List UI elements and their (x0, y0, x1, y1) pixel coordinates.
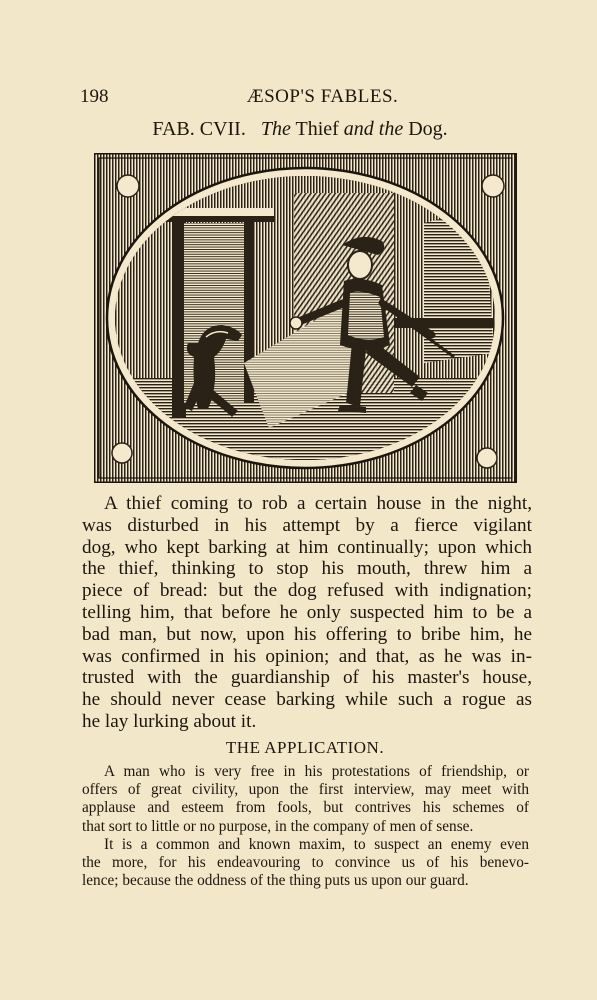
fable-text-line: A thief coming to rob a certain house in the night, (104, 493, 532, 514)
application-text-line: It is a common and known maxim, to suspect an enemy even (104, 835, 529, 853)
fable-text-line: bad man, but now, upon his offering to bribe him, he (82, 623, 532, 645)
fable-number: FAB. CVII. (152, 118, 246, 140)
fable-text-line: telling him, that before he only suspected him to be a (82, 601, 532, 623)
fable-title-word-dog: Dog. (408, 118, 448, 140)
application-text (82, 763, 529, 890)
fable-text-line: dog, who kept barking at him continually; upon which (82, 536, 532, 558)
fable-text-line: trusted with the guardianship of his master's house, (82, 667, 532, 689)
fable-title-word-thief: Thief (295, 118, 339, 140)
fable-text-line: was disturbed in his attempt by a fierce vigilant (82, 514, 532, 536)
application-text-line: the more, for his endeavouring to convince us of his benevo- (82, 853, 529, 871)
fable-title (80, 118, 520, 141)
fable-text-line: piece of bread: but the dog refused with indignation; (82, 580, 532, 602)
application-text-line: lence; because the oddness of the thing puts us upon our guard. (82, 872, 469, 890)
fable-text-line: he lay lurking about it. (82, 710, 257, 732)
fable-text-line: was confirmed in his opinion; and that, as he was in- (82, 645, 532, 667)
fable-title-word-and-the: and the (343, 118, 404, 140)
woodcut-illustration (94, 153, 517, 483)
fable-text-line: the thief, thinking to stop his mouth, threw him a (82, 558, 532, 580)
fable-title-word-the: The (260, 118, 291, 140)
fable-text (82, 493, 532, 733)
fable-text-line: he should never cease barking while such a rogue as (82, 689, 532, 711)
running-head (80, 86, 525, 110)
page-number: 198 (80, 86, 109, 107)
application-text-line: applause and esteem from fools, but contrives his schemes of (82, 799, 529, 817)
application-text-line: A man who is very free in his protestations of friendship, or (104, 763, 529, 780)
application-text-line: that sort to little or no purpose, in the company of men of sense. (82, 817, 474, 835)
book-title: ÆSOP'S FABLES. (246, 86, 399, 107)
application-text-line: offers of great civility, upon the first interview, may meet with (82, 781, 529, 799)
application-heading: THE APPLICATION. (225, 738, 385, 757)
